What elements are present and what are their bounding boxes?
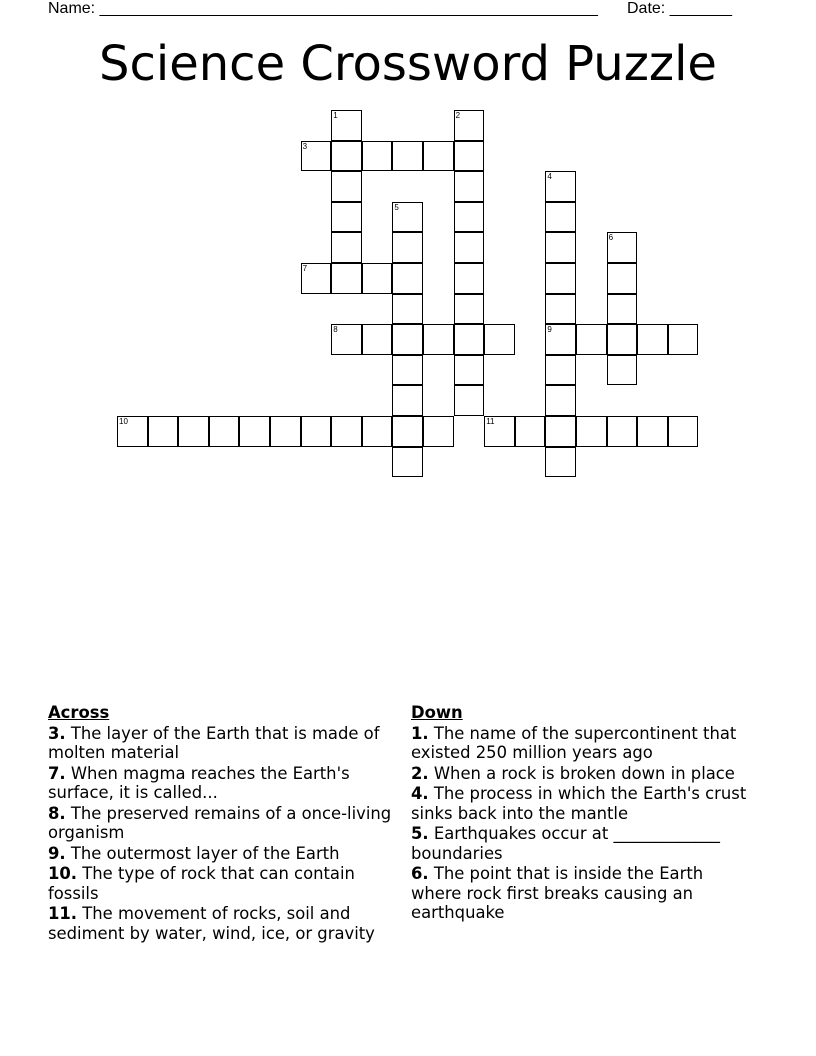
grid-cell[interactable] [392,202,423,233]
grid-cell[interactable] [331,416,362,447]
down-clue [411,724,751,763]
down-clue [411,824,751,863]
grid-cell[interactable] [545,232,576,263]
across-clue [48,864,408,903]
grid-cell[interactable] [423,416,454,447]
clue-text: The name of the supercontinent that existed 250 million years ago [411,723,737,762]
grid-cell[interactable] [239,416,270,447]
grid-cell[interactable] [454,355,485,386]
grid-cell[interactable] [545,263,576,294]
grid-cell[interactable] [362,416,393,447]
grid-cell[interactable] [607,355,638,386]
grid-cell[interactable] [454,232,485,263]
grid-cell[interactable] [545,202,576,233]
across-clue [48,724,408,763]
grid-cell[interactable] [392,294,423,325]
grid-cell[interactable] [668,324,699,355]
grid-cell[interactable] [362,324,393,355]
grid-cell[interactable] [178,416,209,447]
clue-num: 9. [48,843,66,863]
clue-number: 1 [333,111,338,120]
clue-number: 8 [333,325,338,335]
clue-num: 10. [48,864,78,883]
grid-cell[interactable] [607,232,638,263]
clue-num: 8. [48,803,66,823]
clue-num: 3. [48,723,66,743]
grid-cell[interactable] [392,385,423,416]
clue-num: 5. [411,824,429,843]
clue-number: 4 [547,172,552,182]
clue-text: The outermost layer of the Earth [65,843,340,863]
clue-text: When magma reaches the Earth's surface, it is called... [48,763,350,802]
grid-cell[interactable] [454,141,485,172]
grid-cell[interactable] [331,171,362,202]
grid-cell[interactable] [545,416,576,447]
clue-number: 5 [394,202,399,212]
across-clue [48,904,408,943]
across-clue [48,804,408,843]
grid-cell[interactable] [362,141,393,172]
grid-cell[interactable] [392,355,423,386]
grid-cell[interactable] [545,294,576,325]
grid-cell[interactable] [454,110,485,141]
grid-cell[interactable] [668,416,699,447]
grid-cell[interactable] [454,202,485,233]
grid-cell[interactable] [454,263,485,294]
grid-cell[interactable] [362,263,393,294]
grid-cell[interactable] [331,263,362,294]
grid-cell[interactable] [331,202,362,233]
down-clues [411,703,751,924]
grid-cell[interactable] [607,324,638,355]
grid-cell[interactable] [301,141,332,172]
across-clue [48,764,408,803]
clue-number: 6 [608,233,614,243]
grid-cell[interactable] [454,324,485,355]
clue-num: 7. [48,763,66,783]
grid-cell[interactable] [331,110,362,141]
grid-cell[interactable] [454,385,485,416]
grid-cell[interactable] [515,416,546,447]
grid-cell[interactable] [545,171,576,202]
clue-text: When a rock is broken down in place [428,763,735,783]
grid-cell[interactable] [484,324,515,355]
clue-number: 11 [486,417,495,426]
clue-num: 11. [48,904,78,923]
clue-num: 6. [411,864,429,883]
grid-cell[interactable] [270,416,301,447]
grid-cell[interactable] [484,416,515,447]
grid-cell[interactable] [545,355,576,386]
grid-cell[interactable] [148,416,179,447]
grid-cell[interactable] [209,416,240,447]
grid-cell[interactable] [392,416,423,447]
across-clues [48,703,408,944]
clue-number: 7 [302,264,308,273]
grid-cell[interactable] [392,447,423,478]
grid-cell[interactable] [117,416,148,447]
grid-cell[interactable] [392,263,423,294]
clue-text: The point that is inside the Earth where rock first breaks causing an earthquake [411,864,704,922]
grid-cell[interactable] [454,171,485,202]
clue-text: The layer of the Earth that is made of molten material [48,723,380,762]
clue-number: 10 [119,417,128,426]
grid-cell[interactable] [331,232,362,263]
grid-cell[interactable] [423,324,454,355]
clue-text: The movement of rocks, soil and sediment by water, wind, ice, or gravity [48,904,375,943]
across-heading: Across [48,703,110,722]
clue-num: 4. [411,784,429,803]
grid-cell[interactable] [392,232,423,263]
grid-cell[interactable] [545,447,576,478]
crossword-grid [0,0,816,500]
name-field[interactable]: Name: ________________________________________________________ [48,0,598,17]
grid-cell[interactable] [607,416,638,447]
grid-cell[interactable] [301,416,332,447]
clue-number: 3 [302,141,308,151]
down-clue [411,864,751,923]
grid-cell[interactable] [423,141,454,172]
grid-cell[interactable] [331,324,362,355]
down-clue [411,784,751,823]
grid-cell[interactable] [576,416,607,447]
grid-cell[interactable] [607,294,638,325]
clue-num: 2. [411,763,429,783]
clue-number: 9 [547,325,552,335]
grid-cell[interactable] [301,263,332,294]
grid-cell[interactable] [576,324,607,355]
clue-num: 1. [411,723,429,743]
clue-text: The process in which the Earth's crust sinks back into the mantle [411,784,747,823]
date-field[interactable]: Date: _______ [627,0,732,17]
across-clue [48,844,408,864]
grid-cell[interactable] [607,263,638,294]
clue-text: The type of rock that can contain fossils [48,864,355,903]
grid-cell[interactable] [392,324,423,355]
page-title: Science Crossword Puzzle [99,36,717,92]
grid-cell[interactable] [331,141,362,172]
grid-cell[interactable] [637,324,668,355]
grid-cell[interactable] [545,385,576,416]
down-clue [411,764,751,784]
grid-cell[interactable] [454,294,485,325]
grid-cell[interactable] [545,324,576,355]
clue-text: Earthquakes occur at _____________ boundaries [411,824,720,863]
clue-text: The preserved remains of a once-living organism [48,803,392,842]
clue-number: 2 [455,111,461,120]
grid-cell[interactable] [392,141,423,172]
down-heading: Down [411,703,463,722]
grid-cell[interactable] [637,416,668,447]
